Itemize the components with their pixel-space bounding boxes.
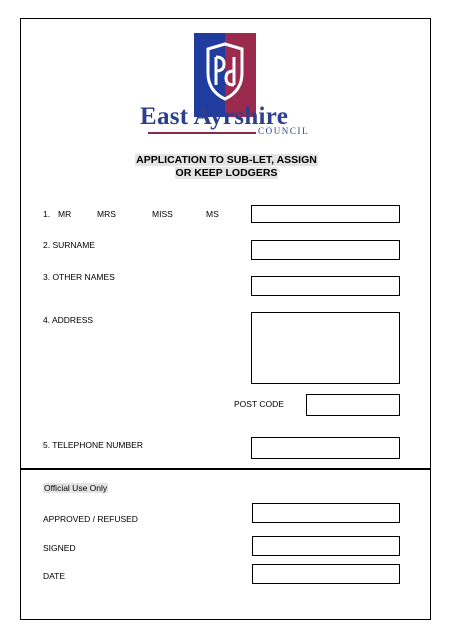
post-code-label: POST CODE: [234, 399, 284, 409]
title-option-mr: MR: [58, 209, 72, 219]
date-label: DATE: [43, 571, 66, 581]
title-option-mrs: MRS: [97, 209, 116, 219]
signed-input-box[interactable]: [252, 536, 400, 556]
address-label: 4. ADDRESS: [43, 315, 94, 325]
other-names-label: 3. OTHER NAMES: [43, 272, 115, 282]
telephone-input-box[interactable]: [251, 437, 400, 459]
title-option-miss: MISS: [152, 209, 173, 219]
form-title: [80, 154, 373, 180]
title-option-ms: MS: [206, 209, 219, 219]
approved-refused-label: APPROVED / REFUSED: [43, 514, 138, 524]
brand-name: East Ayrshire: [140, 103, 289, 130]
post-code-input-box[interactable]: [306, 394, 400, 416]
brand-rule: [148, 132, 256, 134]
brand-subtitle: COUNCIL: [258, 126, 310, 136]
surname-label: 2. SURNAME: [43, 240, 95, 250]
address-input-box[interactable]: [251, 312, 400, 384]
section-divider: [20, 468, 431, 470]
form-title-line2: OR KEEP LODGERS: [175, 167, 278, 179]
surname-input-box[interactable]: [251, 240, 400, 260]
other-names-input-box[interactable]: [251, 276, 400, 296]
telephone-label: 5. TELEPHONE NUMBER: [43, 440, 143, 450]
form-title-line1: APPLICATION TO SUB-LET, ASSIGN: [136, 154, 317, 166]
approved-refused-input-box[interactable]: [252, 503, 400, 523]
date-input-box[interactable]: [252, 564, 400, 584]
official-use-heading: Official Use Only: [44, 483, 108, 493]
signed-label: SIGNED: [43, 543, 76, 553]
title-field-number: 1.: [43, 209, 51, 219]
title-input-box[interactable]: [251, 205, 400, 223]
